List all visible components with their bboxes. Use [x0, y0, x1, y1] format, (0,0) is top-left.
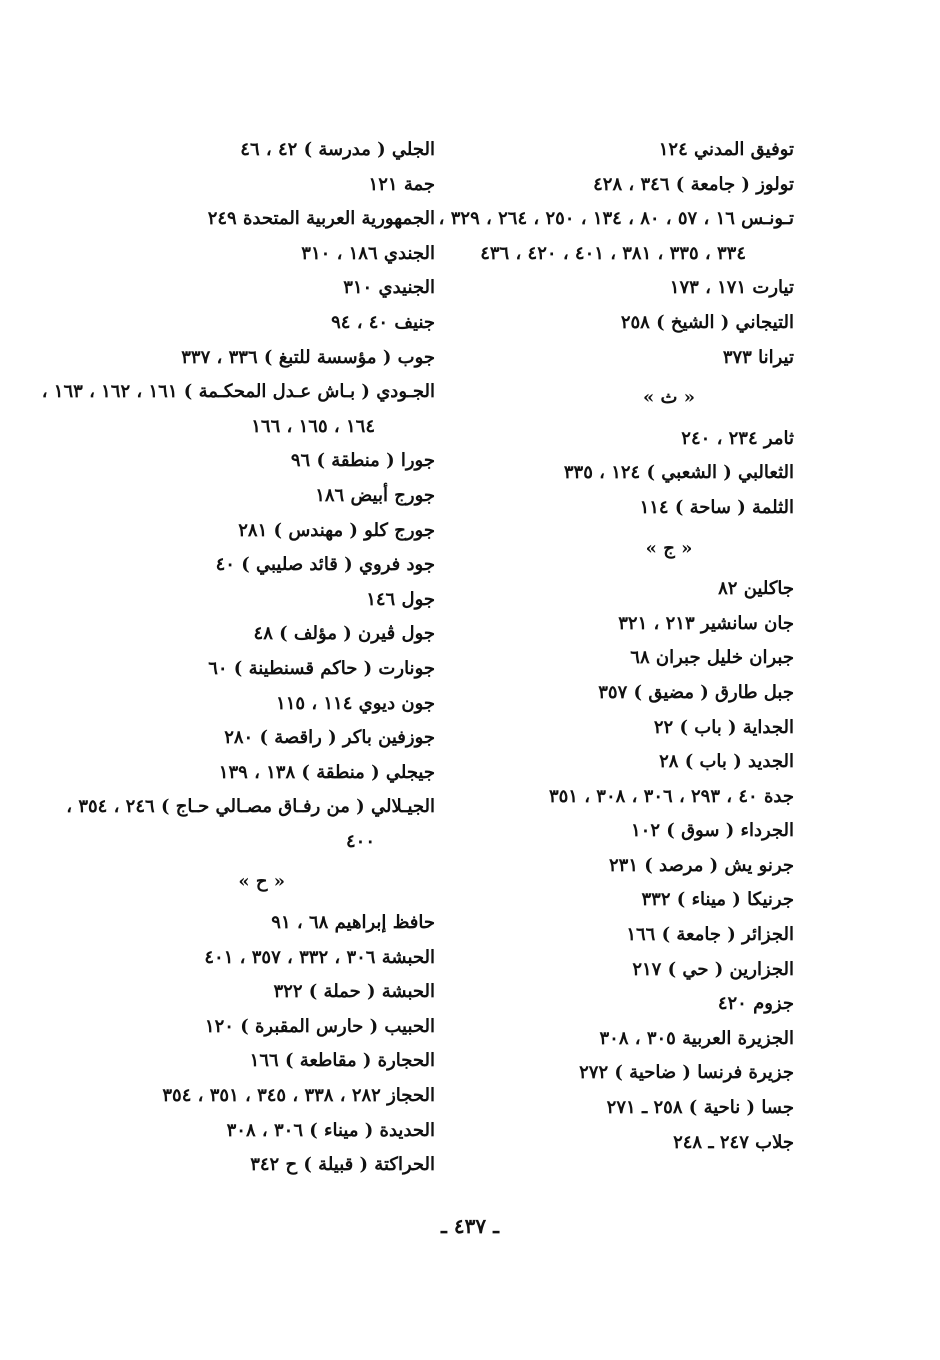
index-entry: جاكلين ٨٢ — [718, 578, 794, 600]
index-entry: جيجلي ( منطقة ) ١٣٨ ، ١٣٩ — [218, 761, 435, 783]
index-entry: جورج أبيض ١٨٦ — [315, 484, 435, 506]
index-entry: الحبشة ٣٠٦ ، ٣٣٢ ، ٣٥٧ ، ٤٠١ — [204, 946, 435, 968]
index-entry: جسا ( ناحية ) ٢٥٨ ـ ٢٧١ — [606, 1097, 794, 1119]
index-entry: جرنو يش ( مرصد ) ٢٣١ — [608, 854, 794, 876]
index-entry: الجـودي ( بـاش عـدل المحكـمة ) ١٦١ ، ١٦٢ ، ١٦٣ ، — [41, 381, 435, 403]
index-entry: الجندي ١٨٦ ، ٣١٠ — [301, 242, 435, 264]
index-entry: الثلمة ( ساحة ) ١١٤ — [639, 496, 794, 518]
index-entry: جورا ( منطقة ) ٩٦ — [290, 450, 435, 472]
index-entry: جان سانشير ٢١٣ ، ٣٢١ — [618, 612, 794, 634]
index-entry: الحراكتة ( قبيلة ) ح ٣٤٢ — [250, 1154, 435, 1176]
index-entry: الحديدة ( ميناء ) ٣٠٦ ، ٣٠٨ — [226, 1119, 435, 1141]
index-entry: جونارت ( حاكم قسنطينة ) ٦٠ — [208, 657, 435, 679]
index-entry: جون ديوي ١١٤ ، ١١٥ — [276, 692, 435, 714]
index-entry: التيجاني ( الشيخ ) ٢٥٨ — [620, 311, 794, 333]
index-entry: جول ڤيرن ( مؤلف ) ٤٨ — [253, 623, 435, 645]
index-entry-continuation: ١٦٤ ، ١٦٥ ، ١٦٦ — [251, 415, 375, 437]
index-entry: جوب ( مؤسسة للتبغ ) ٣٣٦ ، ٣٣٧ — [181, 346, 435, 368]
page-number: ـ ٤٣٧ ـ — [441, 1214, 499, 1238]
index-entry: الجديد ( باب ) ٢٨ — [659, 751, 794, 773]
index-entry: تولوز ( جامعة ) ٣٤٦ ، ٤٢٨ — [593, 173, 794, 195]
index-entry: جول ١٤٦ — [366, 588, 435, 610]
index-column-left — [41, 133, 435, 1183]
index-entry: حافظ إبراهيم ٦٨ ، ٩١ — [271, 912, 435, 934]
index-entry: ثامر ٢٣٤ ، ٢٤٠ — [681, 427, 794, 449]
index-entry: تـونـس ١٦ ، ٥٧ ، ٨٠ ، ١٣٤ ، ٢٥٠ ، ٢٦٤ ، ٣٢٩ ، — [438, 208, 794, 230]
index-entry: الحبشة ( حملة ) ٣٢٢ — [273, 981, 435, 1003]
index-column-right — [438, 133, 794, 1160]
index-entry: جوزفين باكر ( راقصة ) ٢٨٠ — [224, 727, 435, 749]
index-entry: جود فروي ( قائد صليبي ) ٤٠ — [215, 554, 435, 576]
index-entry: الجرداء ( سوق ) ١٠٢ — [631, 820, 794, 842]
index-entry: جبران خليل جبران ٦٨ — [630, 647, 794, 669]
index-entry: الحجاز ٢٨٢ ، ٣٣٨ ، ٣٤٥ ، ٣٥١ ، ٣٥٤ — [162, 1085, 435, 1107]
index-entry: الجنيدي ٣١٠ — [343, 277, 435, 299]
index-entry: جزوم ٤٢٠ — [717, 993, 794, 1015]
section-letter-heading: « ح » — [238, 871, 285, 893]
index-entry: جدة ٤٠ ، ٢٩٣ ، ٣٠٦ ، ٣٠٨ ، ٣٥١ — [548, 785, 794, 807]
index-entry: جمة ١٢١ — [368, 173, 435, 195]
index-entry: الحبيب ( حارس المقبرة ) ١٢٠ — [204, 1015, 435, 1037]
index-entry: الثعالبي ( الشعبي ) ١٢٤ ، ٣٣٥ — [563, 462, 794, 484]
index-entry: جرنيكا ( ميناء ) ٣٣٢ — [641, 889, 794, 911]
index-entry: تيارت ١٧١ ، ١٧٣ — [669, 277, 794, 299]
index-entry: الجلي ( مدرسة ) ٤٢ ، ٤٦ — [240, 139, 435, 160]
index-entry: جزيرة فرنسا ( ضاحية ) ٢٧٢ — [579, 1062, 794, 1084]
index-entry: جورج كلو ( مهندس ) ٢٨١ — [238, 519, 435, 541]
index-entry: الحجارة ( مقاطعة ) ١٦٦ — [249, 1050, 435, 1072]
index-entry: جلاب ٢٤٧ ـ ٢٤٨ — [673, 1131, 794, 1153]
index-entry: الجداية ( باب ) ٢٢ — [653, 716, 794, 738]
index-entry: الجمهورية العربية المتحدة ٢٤٩ — [207, 208, 435, 230]
index-entry: توفيق المدني ١٢٤ — [658, 139, 794, 160]
index-entry: تيرانا ٣٧٣ — [722, 346, 794, 368]
index-entry: الجزيرة العربية ٣٠٥ ، ٣٠٨ — [599, 1027, 794, 1049]
index-entry-continuation: ٤٠٠ — [345, 830, 375, 852]
index-entry-continuation: ٣٣٤ ، ٣٣٥ ، ٣٨١ ، ٤٠١ ، ٤٢٠ ، ٤٣٦ — [480, 242, 746, 264]
index-entry: الجزائر ( جامعة ) ١٦٦ — [626, 924, 794, 946]
index-entry: جبل طارق ( مضيق ) ٣٥٧ — [598, 681, 794, 703]
index-entry: جنيف ٤٠ ، ٩٤ — [331, 311, 435, 333]
index-entry: الجزارين ( حي ) ٢١٧ — [632, 958, 794, 980]
section-letter-heading: « ج » — [645, 537, 693, 559]
section-letter-heading: « ث » — [643, 387, 695, 409]
index-entry: الجيـلالي ( من رفـاق مصـالي حـاج ) ٢٤٦ ، ٣٥٤ ، — [66, 796, 435, 818]
